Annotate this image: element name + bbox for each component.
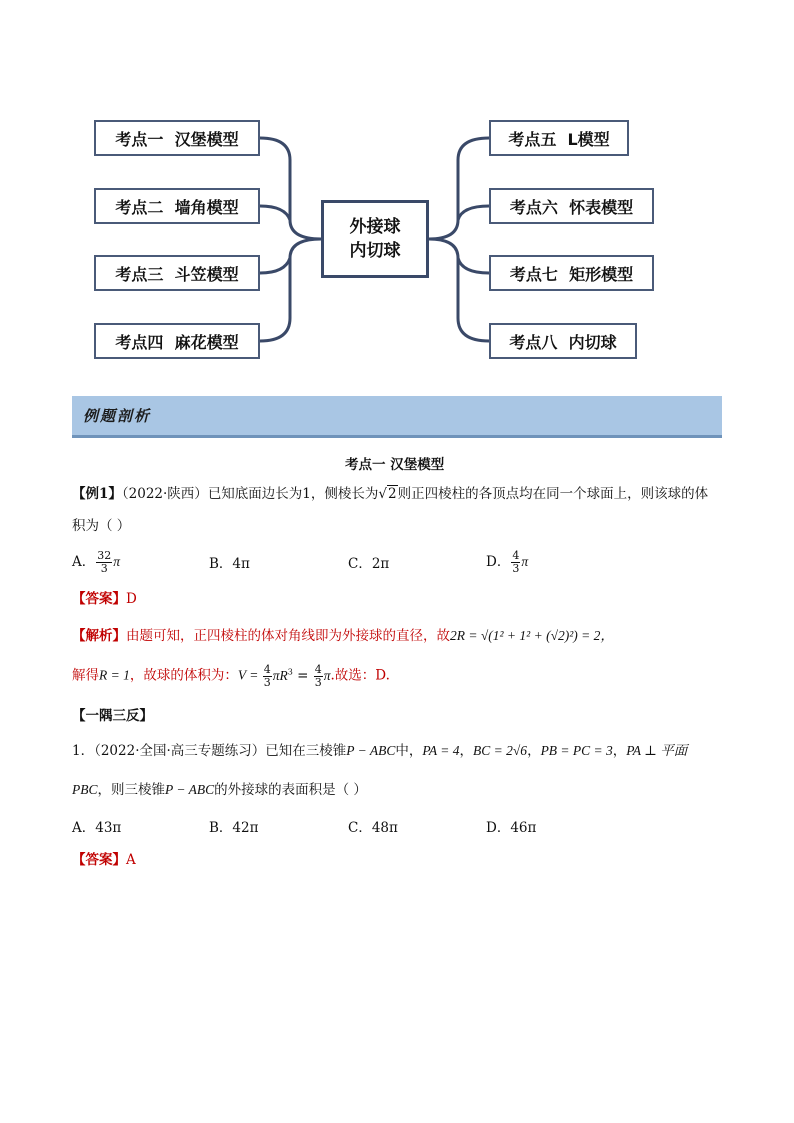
q1-pa: PA = 4 xyxy=(422,743,460,758)
q1-pa-perp: PA ⊥ 平面 xyxy=(626,743,688,758)
example1-analysis-line1 xyxy=(72,626,614,646)
q1-pabc: P − ABC xyxy=(346,743,396,758)
practice-answer-tag: 【答案】 xyxy=(72,852,126,868)
practice-option-b: B．42π xyxy=(209,820,259,836)
analysis-volume-formula: $\frac{4}{3}$ $\pi R^3$ = $\frac{4}{3}$ π xyxy=(263,662,331,689)
option-a-denominator: 3 xyxy=(100,562,108,575)
option-a-label: A． xyxy=(72,554,96,570)
example1-sqrt2: 2 xyxy=(388,486,397,502)
practice-answer xyxy=(72,850,136,870)
mindmap-center-line1: 外接球 xyxy=(349,217,401,237)
analysis-text-2c: .故选：D. xyxy=(330,667,390,684)
analysis-tag: 【解析】 xyxy=(72,628,126,644)
practice-q1-line2 xyxy=(72,780,367,800)
q1-text-c: ， xyxy=(459,743,474,759)
section-title: 考点一 汉堡模型 xyxy=(345,457,445,473)
example1-answer xyxy=(72,589,137,609)
option-d-numerator: 4 xyxy=(512,549,520,562)
q1-text-a: 1．（2022·全国·高三专题练习）已知在三棱锥 xyxy=(72,743,347,759)
practice-option-a: A．43π xyxy=(72,820,122,836)
example1-option-b: B．4π xyxy=(209,556,250,572)
mindmap-center-node xyxy=(321,200,429,278)
option-a-fraction xyxy=(96,550,112,575)
answer-tag: 【答案】 xyxy=(72,591,126,607)
practice-option-c: C．48π xyxy=(348,820,398,836)
section-banner xyxy=(72,396,722,438)
practice-q1-line1 xyxy=(72,741,687,761)
q1-bc: BC = 2√6 xyxy=(473,743,528,758)
q1-text-e: ， xyxy=(612,743,627,759)
option-d-label: D． xyxy=(486,554,511,570)
practice-option-d: D．46π xyxy=(486,820,537,836)
option-d-fraction xyxy=(511,550,520,575)
mindmap-center-line2: 内切球 xyxy=(349,241,401,261)
example1-tag: 【例1】 xyxy=(72,486,122,502)
analysis-r-value: R = 1 xyxy=(99,667,130,683)
q1-text-b: 中， xyxy=(395,743,423,759)
q1-line2-text-a: ，则三棱锥 xyxy=(97,782,165,798)
example1-text-a: 已知底面边长为1，侧棱长为 xyxy=(207,486,379,502)
q1-text-d: ， xyxy=(527,743,541,759)
analysis-v-label: V = xyxy=(237,667,262,683)
mindmap-node-left-3: 考点三 斗笠模型 xyxy=(94,255,260,291)
banner-title: 例题剖析 xyxy=(83,407,152,425)
q1-pbc: PBC xyxy=(72,782,98,797)
q1-line2-pabc: P − ABC xyxy=(165,782,215,797)
option-d-denominator: 3 xyxy=(512,562,520,575)
mindmap-node-left-4: 考点四 麻花模型 xyxy=(94,323,260,359)
practice-answer-value: A xyxy=(126,852,136,868)
mindmap-node-left-2: 考点二 墙角模型 xyxy=(94,188,260,224)
example1-source: （2022·陕西） xyxy=(121,486,208,502)
q1-pb: PB = PC = 3 xyxy=(540,743,613,758)
example1-line1: 【例1】（2022·陕西）已知底面边长为1，侧棱长为√2则正四棱柱的各顶点均在同一个球面上，则该球的体 xyxy=(72,486,709,502)
example1-option-d xyxy=(486,550,528,575)
example1-text-b: 则正四棱柱的各顶点均在同一个球面上，则该球的体 xyxy=(397,486,709,502)
practice-tag: 【一隅三反】 xyxy=(72,708,153,724)
mindmap-node-right-4: 考点八 内切球 xyxy=(489,323,637,359)
mindmap-node-left-1: 考点一 汉堡模型 xyxy=(94,120,260,156)
analysis-text-1: 由题可知，正四棱柱的体对角线即为外接球的直径，故 xyxy=(126,628,450,644)
analysis-text-2a: 解得 xyxy=(72,667,99,684)
q1-line2-text-b: 的外接球的表面积是（ ） xyxy=(214,782,367,798)
option-a-pi: π xyxy=(113,554,121,569)
example1-option-a xyxy=(72,550,120,575)
example1-text-c: 积为（ ） xyxy=(72,518,131,534)
analysis-formula-1: 2R = √(1² + 1² + (√2)²) = 2， xyxy=(450,628,614,643)
option-a-numerator: 32 xyxy=(97,549,112,562)
mindmap-node-right-3: 考点七 矩形模型 xyxy=(489,255,654,291)
mindmap-node-right-1: 考点五 L模型 xyxy=(489,120,629,156)
option-d-pi: π xyxy=(521,554,529,569)
analysis-text-2b: ，故球的体积为： xyxy=(129,667,238,684)
example1-option-c: C．2π xyxy=(348,556,390,572)
example1-analysis-line2 xyxy=(72,662,390,689)
answer-value: D xyxy=(126,591,137,607)
mindmap-node-right-2: 考点六 怀表模型 xyxy=(489,188,654,224)
